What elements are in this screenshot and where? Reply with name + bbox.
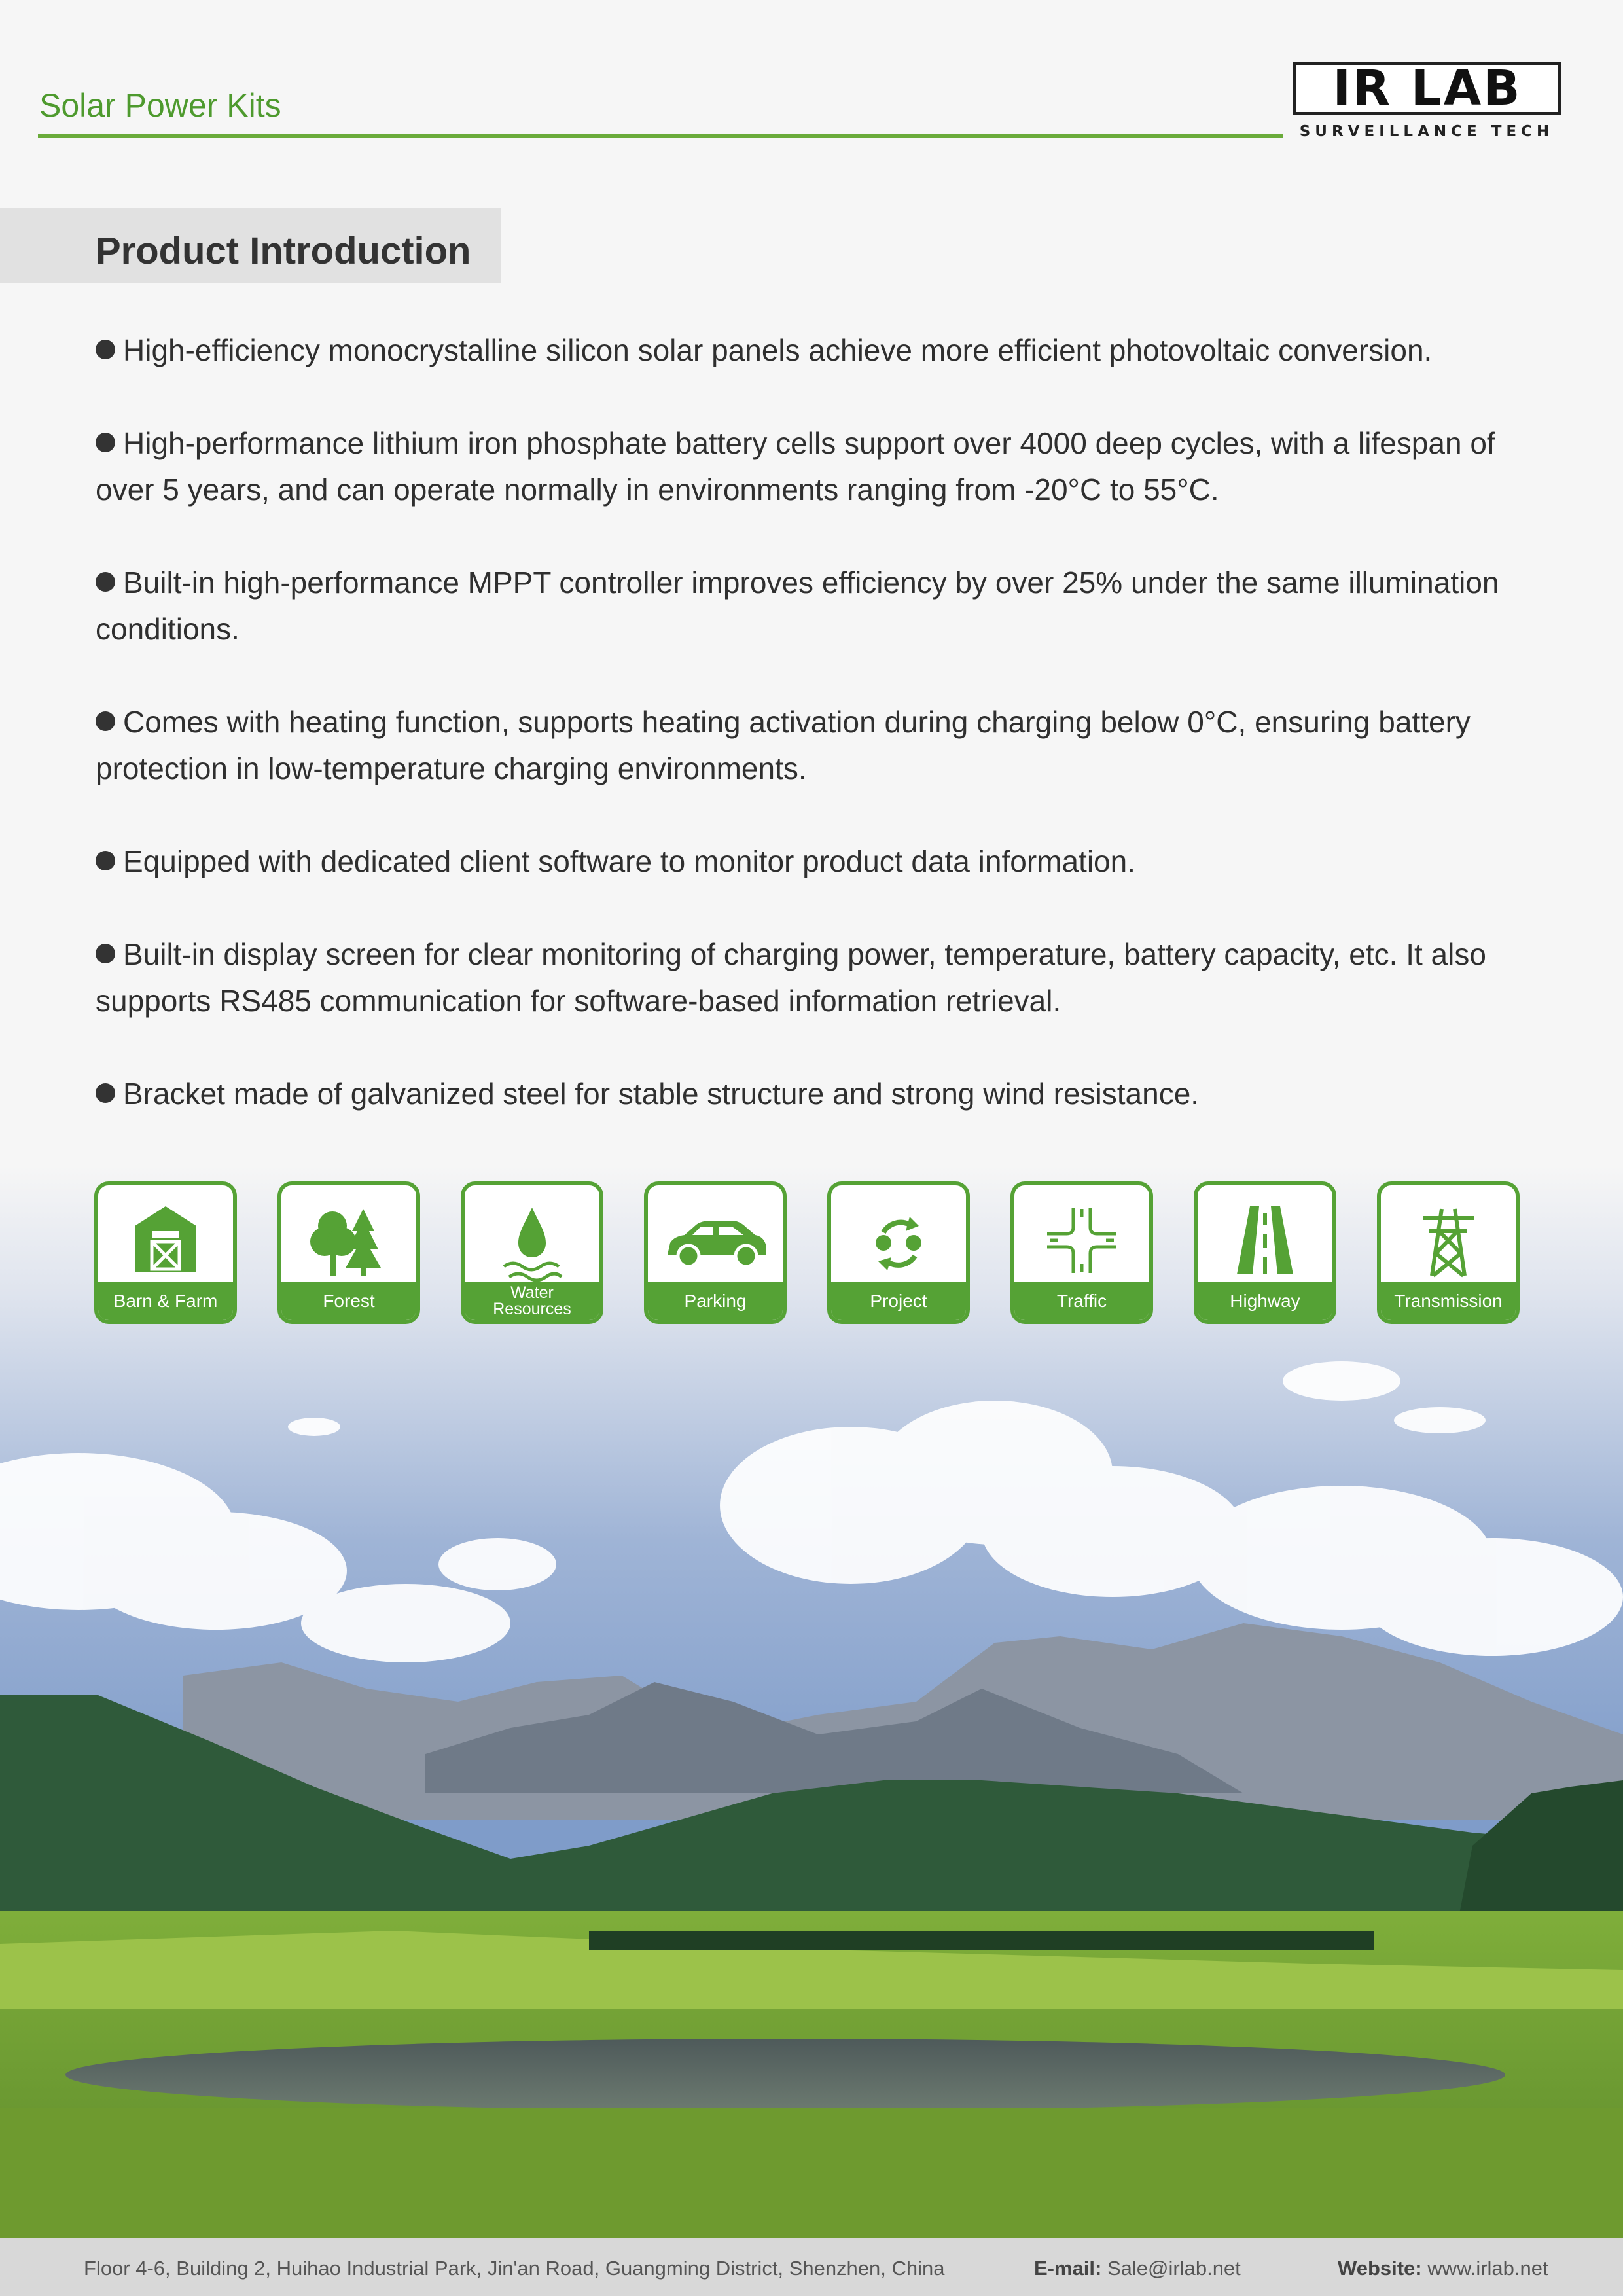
bullet-icon [96,711,115,731]
project-cycle-icon [831,1194,966,1286]
bullet-icon [96,944,115,963]
feature-item [96,560,1535,653]
footer-address: Floor 4-6, Building 2, Huihao Industrial Park, Jin'an Road, Guangming District, Shenzhen, China [84,2257,945,2280]
bullet-icon [96,572,115,592]
brand-logo [1291,60,1565,145]
feature-text: Built-in display screen for clear monitoring of charging power, temperature, battery capacity, etc. It also supports RS485 communication for software-based information retrieval. [96,937,1486,1018]
page-footer [0,2238,1623,2296]
app-tile-parking [644,1181,787,1324]
feature-text: Bracket made of galvanized steel for stable structure and strong wind resistance. [123,1077,1200,1111]
feature-text: High-efficiency monocrystalline silicon solar panels achieve more efficient photovoltaic conversion. [123,333,1433,367]
feature-item [96,327,1535,374]
website-label: Website: [1338,2257,1422,2280]
app-label: Highway [1198,1282,1332,1320]
logo-text: IR LAB [1332,60,1522,117]
logo-subtitle: SURVEILLANCE TECH [1299,123,1554,140]
email-label: E-mail: [1034,2257,1102,2280]
feature-text: Equipped with dedicated client software to monitor product data information. [123,844,1135,878]
feature-text: Comes with heating function, supports heating activation during charging below 0°C, ensuring battery protection in low-temperature charging environments. [96,705,1471,785]
barn-icon [98,1194,233,1286]
feature-item [96,931,1535,1024]
app-label: Transmission [1381,1282,1516,1320]
app-label: Project [831,1282,966,1320]
bullet-icon [96,851,115,870]
website-link[interactable]: www.irlab.net [1427,2257,1548,2280]
feature-item [96,1071,1535,1117]
section-title: Product Introduction [96,230,471,272]
logo-box [1293,62,1561,115]
bullet-icon [96,1083,115,1103]
intersection-icon [1014,1194,1149,1286]
feature-item [96,420,1535,513]
application-icons-row [0,1181,1623,1325]
footer-email [1034,2257,1241,2280]
landscape-background-image [0,1165,1623,2238]
bullet-icon [96,433,115,452]
app-tile-highway [1194,1181,1336,1324]
app-label: Barn & Farm [98,1282,233,1320]
app-label: Parking [648,1282,783,1320]
water-drop-icon [465,1194,599,1286]
app-label: Forest [281,1282,416,1320]
app-tile-transmission [1377,1181,1520,1324]
footer-website [1338,2257,1548,2280]
header-title: Solar Power Kits [39,87,281,124]
car-icon [648,1194,783,1286]
page-header [0,0,1623,157]
app-label: Water Resources [465,1282,599,1320]
feature-list [96,327,1535,1164]
app-tile-traffic [1010,1181,1153,1324]
feature-text: High-performance lithium iron phosphate battery cells support over 4000 deep cycles, with a lifespan of over 5 years, and can operate normally in environments ranging from -20°C to 55°C. [96,426,1495,507]
header-divider [38,134,1283,138]
power-tower-icon [1381,1194,1516,1286]
app-tile-project [827,1181,970,1324]
highway-icon [1198,1194,1332,1286]
email-link[interactable]: Sale@irlab.net [1107,2257,1241,2280]
feature-item [96,699,1535,792]
app-label: Traffic [1014,1282,1149,1320]
feature-item [96,838,1535,885]
feature-text: Built-in high-performance MPPT controller improves efficiency by over 25% under the same illumination conditions. [96,565,1499,646]
app-tile-water-resources [461,1181,603,1324]
app-tile-forest [277,1181,420,1324]
bullet-icon [96,340,115,359]
app-tile-barn-farm [94,1181,237,1324]
forest-icon [281,1194,416,1286]
